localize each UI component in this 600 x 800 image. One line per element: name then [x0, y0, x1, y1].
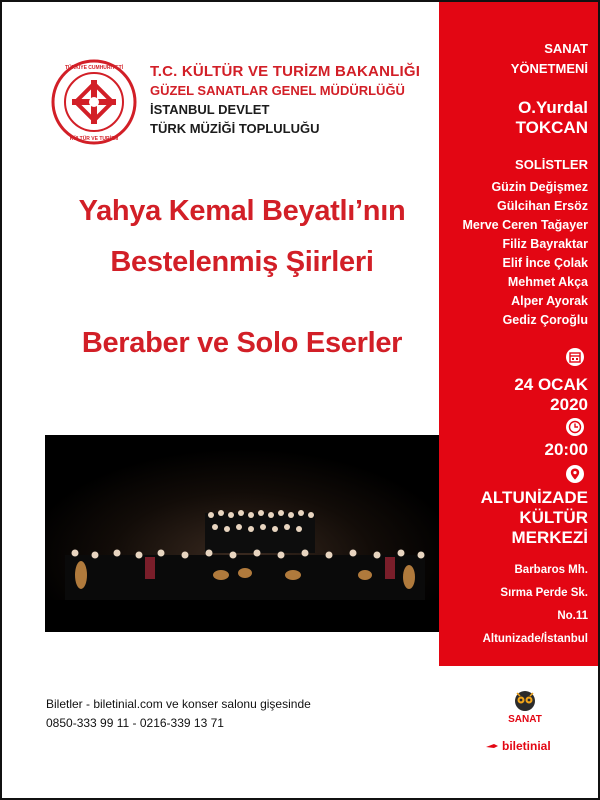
soloist-name: Filiz Bayraktar	[502, 237, 588, 251]
concert-date	[514, 375, 588, 415]
sanat-owl-logo	[505, 686, 545, 726]
director-name-line1: O.Yurdal	[518, 98, 588, 117]
concert-time: 20:00	[544, 440, 588, 459]
director-name	[516, 98, 588, 138]
organization-block	[150, 62, 420, 138]
location-pin-icon	[565, 464, 585, 484]
ministry-name: T.C. KÜLTÜR VE TURİZM BAKANLIĞI	[150, 63, 421, 80]
ensemble-name-line1: İSTANBUL DEVLET	[150, 102, 270, 117]
soloists-list	[462, 178, 588, 330]
svg-text:TÜRKİYE CUMHURİYETİ: TÜRKİYE CUMHURİYETİ	[64, 65, 124, 71]
calendar-icon	[565, 347, 585, 367]
sanat-logo-text: SANAT	[508, 714, 542, 725]
director-label-line1: SANAT	[544, 41, 588, 56]
soloist-name: Gülcihan Ersöz	[497, 199, 588, 213]
director-name-line2: TOKCAN	[515, 118, 588, 137]
address-line1: Barbaros Mh.	[514, 564, 588, 576]
ministry-seal-logo	[50, 58, 138, 146]
ticket-sales-text: Biletler - biletinial.com ve konser salonu gişesinde	[46, 697, 311, 711]
address-line4: Altunizade/İstanbul	[482, 633, 588, 645]
address-line2: Sırma Perde Sk.	[500, 587, 588, 599]
soloist-name: Mehmet Akça	[507, 275, 588, 289]
ticket-phone-numbers: 0850-333 99 11 - 0216-339 13 71	[46, 716, 224, 730]
venue-name	[481, 488, 588, 548]
venue-name-line3: MERKEZİ	[511, 528, 588, 547]
ensemble-name-line2: TÜRK MÜZİĞİ TOPLULUĞU	[150, 121, 320, 136]
soloist-name: Gediz Çoroğlu	[502, 313, 588, 327]
concert-date-year: 2020	[550, 395, 588, 414]
soloist-name: Elif İnce Çolak	[502, 256, 588, 270]
venue-address	[483, 559, 588, 651]
concert-title-line1: Yahya Kemal Beyatlı’nın	[78, 195, 406, 227]
svg-text:KÜLTÜR VE TURİZM: KÜLTÜR VE TURİZM	[69, 136, 119, 142]
venue-name-line1: ALTUNİZADE	[480, 488, 588, 507]
clock-icon	[565, 417, 585, 437]
sponsor-logos	[439, 666, 600, 800]
concert-date-day: 24 OCAK	[514, 375, 588, 394]
soloist-name: Alper Ayorak	[511, 294, 588, 308]
concert-title-line2: Bestelenmiş Şiirleri	[110, 246, 374, 278]
address-line3: No.11	[557, 610, 588, 622]
ticket-info	[46, 695, 311, 733]
soloists-label: SOLİSTLER	[515, 157, 588, 172]
director-label	[511, 39, 588, 79]
ensemble-photo	[45, 435, 439, 632]
info-sidebar	[439, 2, 600, 666]
soloist-name: Merve Ceren Tağayer	[462, 218, 588, 232]
concert-subtitle: Beraber ve Solo Eserler	[81, 327, 403, 359]
directorate-name: GÜZEL SANATLAR GENEL MÜDÜRLÜĞÜ	[150, 83, 405, 98]
soloist-name: Güzin Değişmez	[491, 180, 588, 194]
biletinial-logo	[484, 736, 574, 756]
biletinial-logo-text: biletinial	[502, 739, 551, 753]
venue-name-line2: KÜLTÜR	[519, 508, 588, 527]
director-label-line2: YÖNETMENİ	[510, 61, 588, 76]
